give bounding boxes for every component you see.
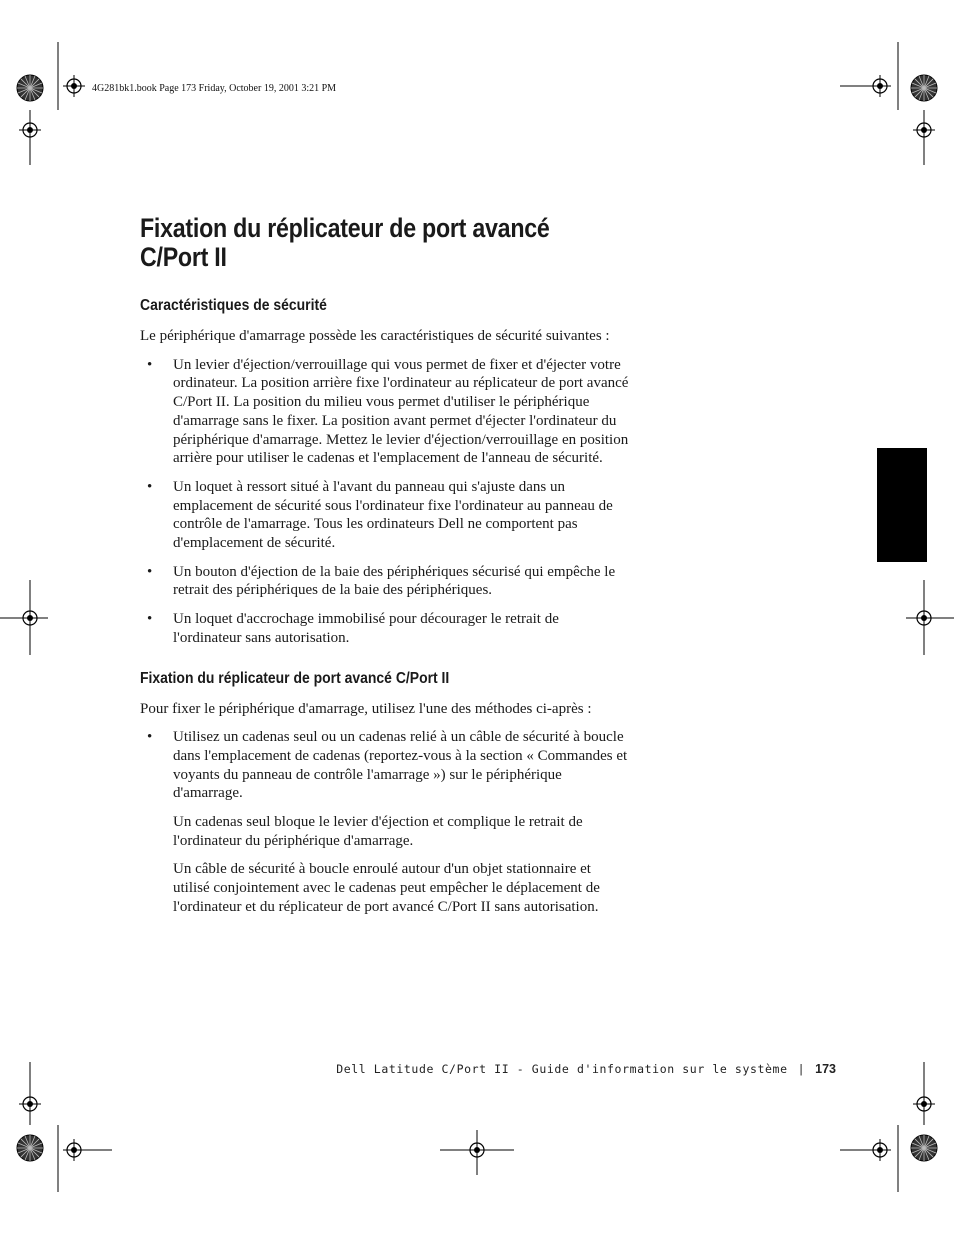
footer-separator: | [797, 1062, 806, 1076]
list-item-text: Un levier d'éjection/verrouillage qui vous permet de fixer et d'éjecter votre ordinateur. La position arrière fixe l'ordinateur au réplicateur de port avancé C/Port II. La position du milieu vous permet d'utiliser le périphérique d'amarrage sans le fixer. La position avant permet d'éjecter l'ordinateur du périphérique d'amarrage. Mettez le levier d'éjection/verrouillage en position arrière pour utiliser le cadenas et l'emplacement de l'anneau de sécurité. [173, 356, 629, 467]
registration-mark-top-left [17, 42, 85, 165]
indented-paragraph: Un cadenas seul bloque le levier d'éjection et complique le retrait de l'ordinateur du périphérique d'amarrage. [173, 814, 583, 849]
registration-mark-top-right [840, 42, 937, 165]
list-item [140, 728, 630, 803]
list-item [140, 563, 630, 600]
registration-mark-bottom-center [440, 1130, 514, 1175]
page-content [140, 214, 630, 927]
securing-methods-list [140, 728, 630, 803]
registration-mark-bottom-right [840, 1062, 937, 1192]
registration-mark-mid-right [906, 580, 954, 655]
list-item-text: Un loquet d'accrochage immobilisé pour décourager le retrait de l'ordinateur sans autorisation. [173, 611, 559, 646]
list-item [140, 610, 630, 647]
list-item [140, 356, 630, 468]
page-number: 173 [815, 1062, 836, 1076]
bullet-glyph: • [147, 478, 153, 495]
security-features-list [140, 356, 630, 648]
footer-book-title: Dell Latitude C/Port II - Guide d'information sur le système [336, 1062, 788, 1076]
page-title: Fixation du réplicateur de port avancé C/Port II [140, 213, 550, 272]
bullet-glyph: • [147, 611, 153, 628]
section-heading-security-features: Caractéristiques de sécurité [140, 297, 327, 314]
registration-mark-bottom-left [17, 1062, 112, 1192]
list-item [140, 478, 630, 553]
bullet-glyph: • [147, 729, 153, 746]
bullet-glyph: • [147, 356, 153, 373]
section-intro: Le périphérique d'amarrage possède les caractéristiques de sécurité suivantes : [140, 328, 610, 344]
chapter-thumb-tab [877, 448, 927, 562]
section-heading-securing-replicator: Fixation du réplicateur de port avancé C/Port II [140, 669, 450, 687]
bullet-glyph: • [147, 563, 153, 580]
list-item-text: Un loquet à ressort situé à l'avant du panneau qui s'ajuste dans un emplacement de sécurité sous l'ordinateur fixe l'ordinateur au panneau de contrôle de l'amarrage. Tous les ordinateurs Dell ne comportent pas d'emplacement de sécurité. [173, 478, 613, 552]
registration-mark-mid-left [0, 580, 48, 655]
indented-paragraph: Un câble de sécurité à boucle enroulé autour d'un objet stationnaire et utilisé conjointement avec le cadenas peut empêcher le déplacement de l'ordinateur et du réplicateur de port avancé C/Port II sans autorisation. [173, 861, 600, 915]
list-item-text: Utilisez un cadenas seul ou un cadenas relié à un câble de sécurité à boucle dans l'emplacement de cadenas (reportez-vous à la section « Commandes et voyants du panneau de contrôle l'amarrage ») sur le périphérique d'amarrage. [173, 729, 628, 802]
page-footer [336, 1062, 836, 1076]
section-intro: Pour fixer le périphérique d'amarrage, utilisez l'une des méthodes ci-après : [140, 700, 592, 717]
list-item-text: Un bouton d'éjection de la baie des périphériques sécurisé qui empêche le retrait des périphériques de la baie des périphériques. [173, 563, 616, 599]
print-slug: 4G281bk1.book Page 173 Friday, October 19, 2001 3:21 PM [92, 83, 337, 94]
